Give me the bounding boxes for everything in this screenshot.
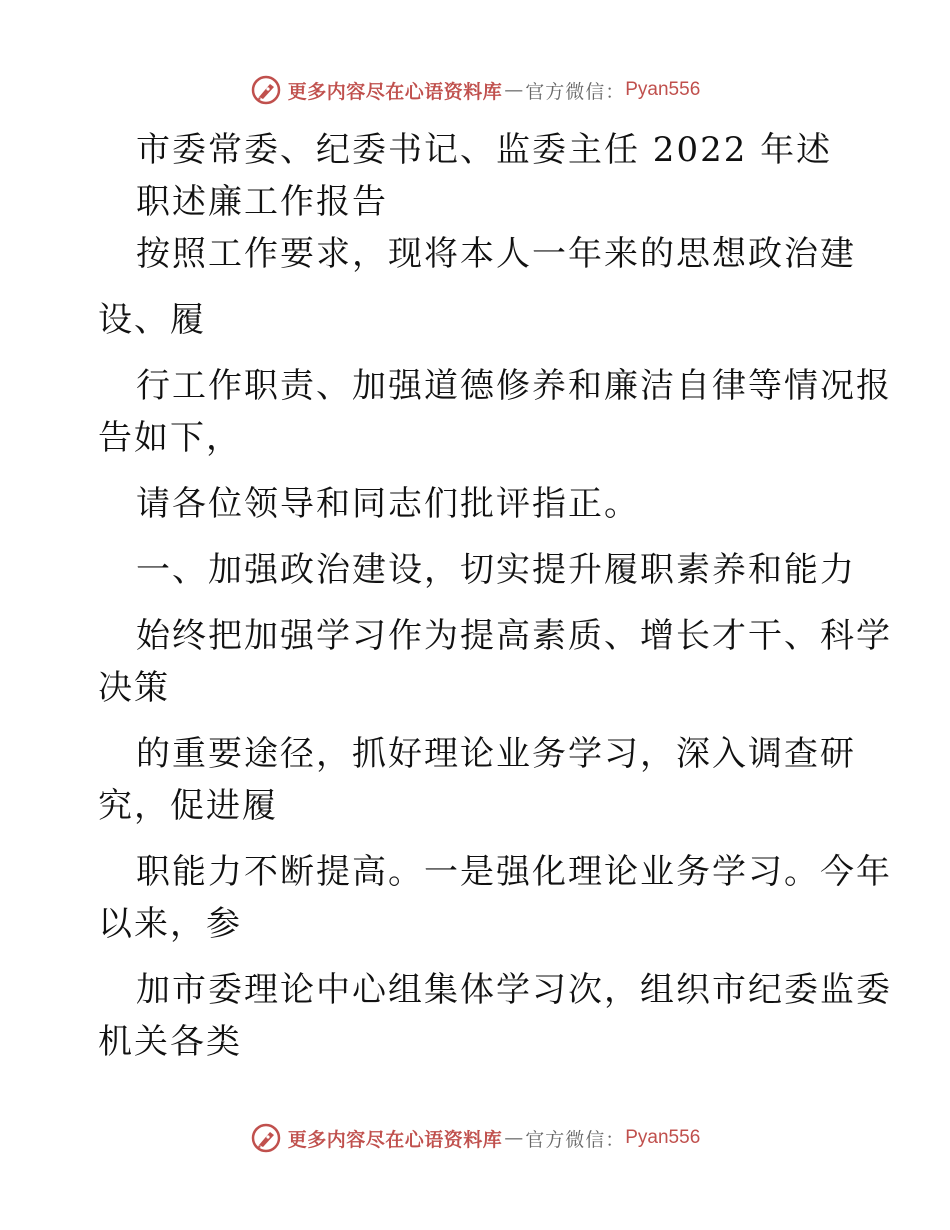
wechat-label: 官方微信：	[525, 80, 626, 103]
promo-text: 更多内容尽在心语资料库	[287, 1128, 503, 1151]
paragraph-line: 机关各类	[98, 1022, 242, 1062]
paragraph-line: 职能力不断提高。一是强化理论业务学习。今年	[136, 852, 892, 892]
header-watermark-banner	[0, 70, 950, 110]
paragraph-line: 以来，参	[98, 904, 242, 944]
document-body	[98, 124, 892, 1068]
banner-separator: —	[504, 79, 524, 101]
paragraph-line: 请各位领导和同志们批评指正。	[136, 484, 640, 524]
banner-separator: —	[504, 1127, 524, 1149]
paragraph-line: 的重要途径，抓好理论业务学习，深入调查研	[136, 734, 856, 774]
wechat-id: Pyan556	[625, 79, 701, 100]
paragraph-line: 究，促进履	[98, 786, 278, 826]
promo-text: 更多内容尽在心语资料库	[287, 80, 503, 103]
paragraph-line: 始终把加强学习作为提高素质、增长才干、科学	[136, 616, 892, 656]
paragraph-line: 决策	[98, 668, 170, 708]
pen-nib-logo-icon	[250, 74, 282, 106]
document-title-line: 职述廉工作报告	[136, 182, 388, 222]
paragraph-line: 加市委理论中心组集体学习次，组织市纪委监委	[136, 970, 892, 1010]
paragraph-line: 告如下，	[98, 418, 242, 458]
document-title-line: 市委常委、纪委书记、监委主任 2022 年述	[136, 130, 833, 170]
wechat-label: 官方微信：	[525, 1128, 626, 1151]
wechat-id: Pyan556	[625, 1127, 701, 1148]
paragraph-line: 按照工作要求，现将本人一年来的思想政治建	[136, 234, 856, 274]
section-heading: 一、加强政治建设，切实提升履职素养和能力	[136, 550, 856, 590]
paragraph-line: 设、履	[98, 300, 206, 340]
footer-watermark-banner	[0, 1118, 950, 1158]
paragraph-line: 行工作职责、加强道德修养和廉洁自律等情况报	[136, 366, 892, 406]
pen-nib-logo-icon	[250, 1122, 282, 1154]
